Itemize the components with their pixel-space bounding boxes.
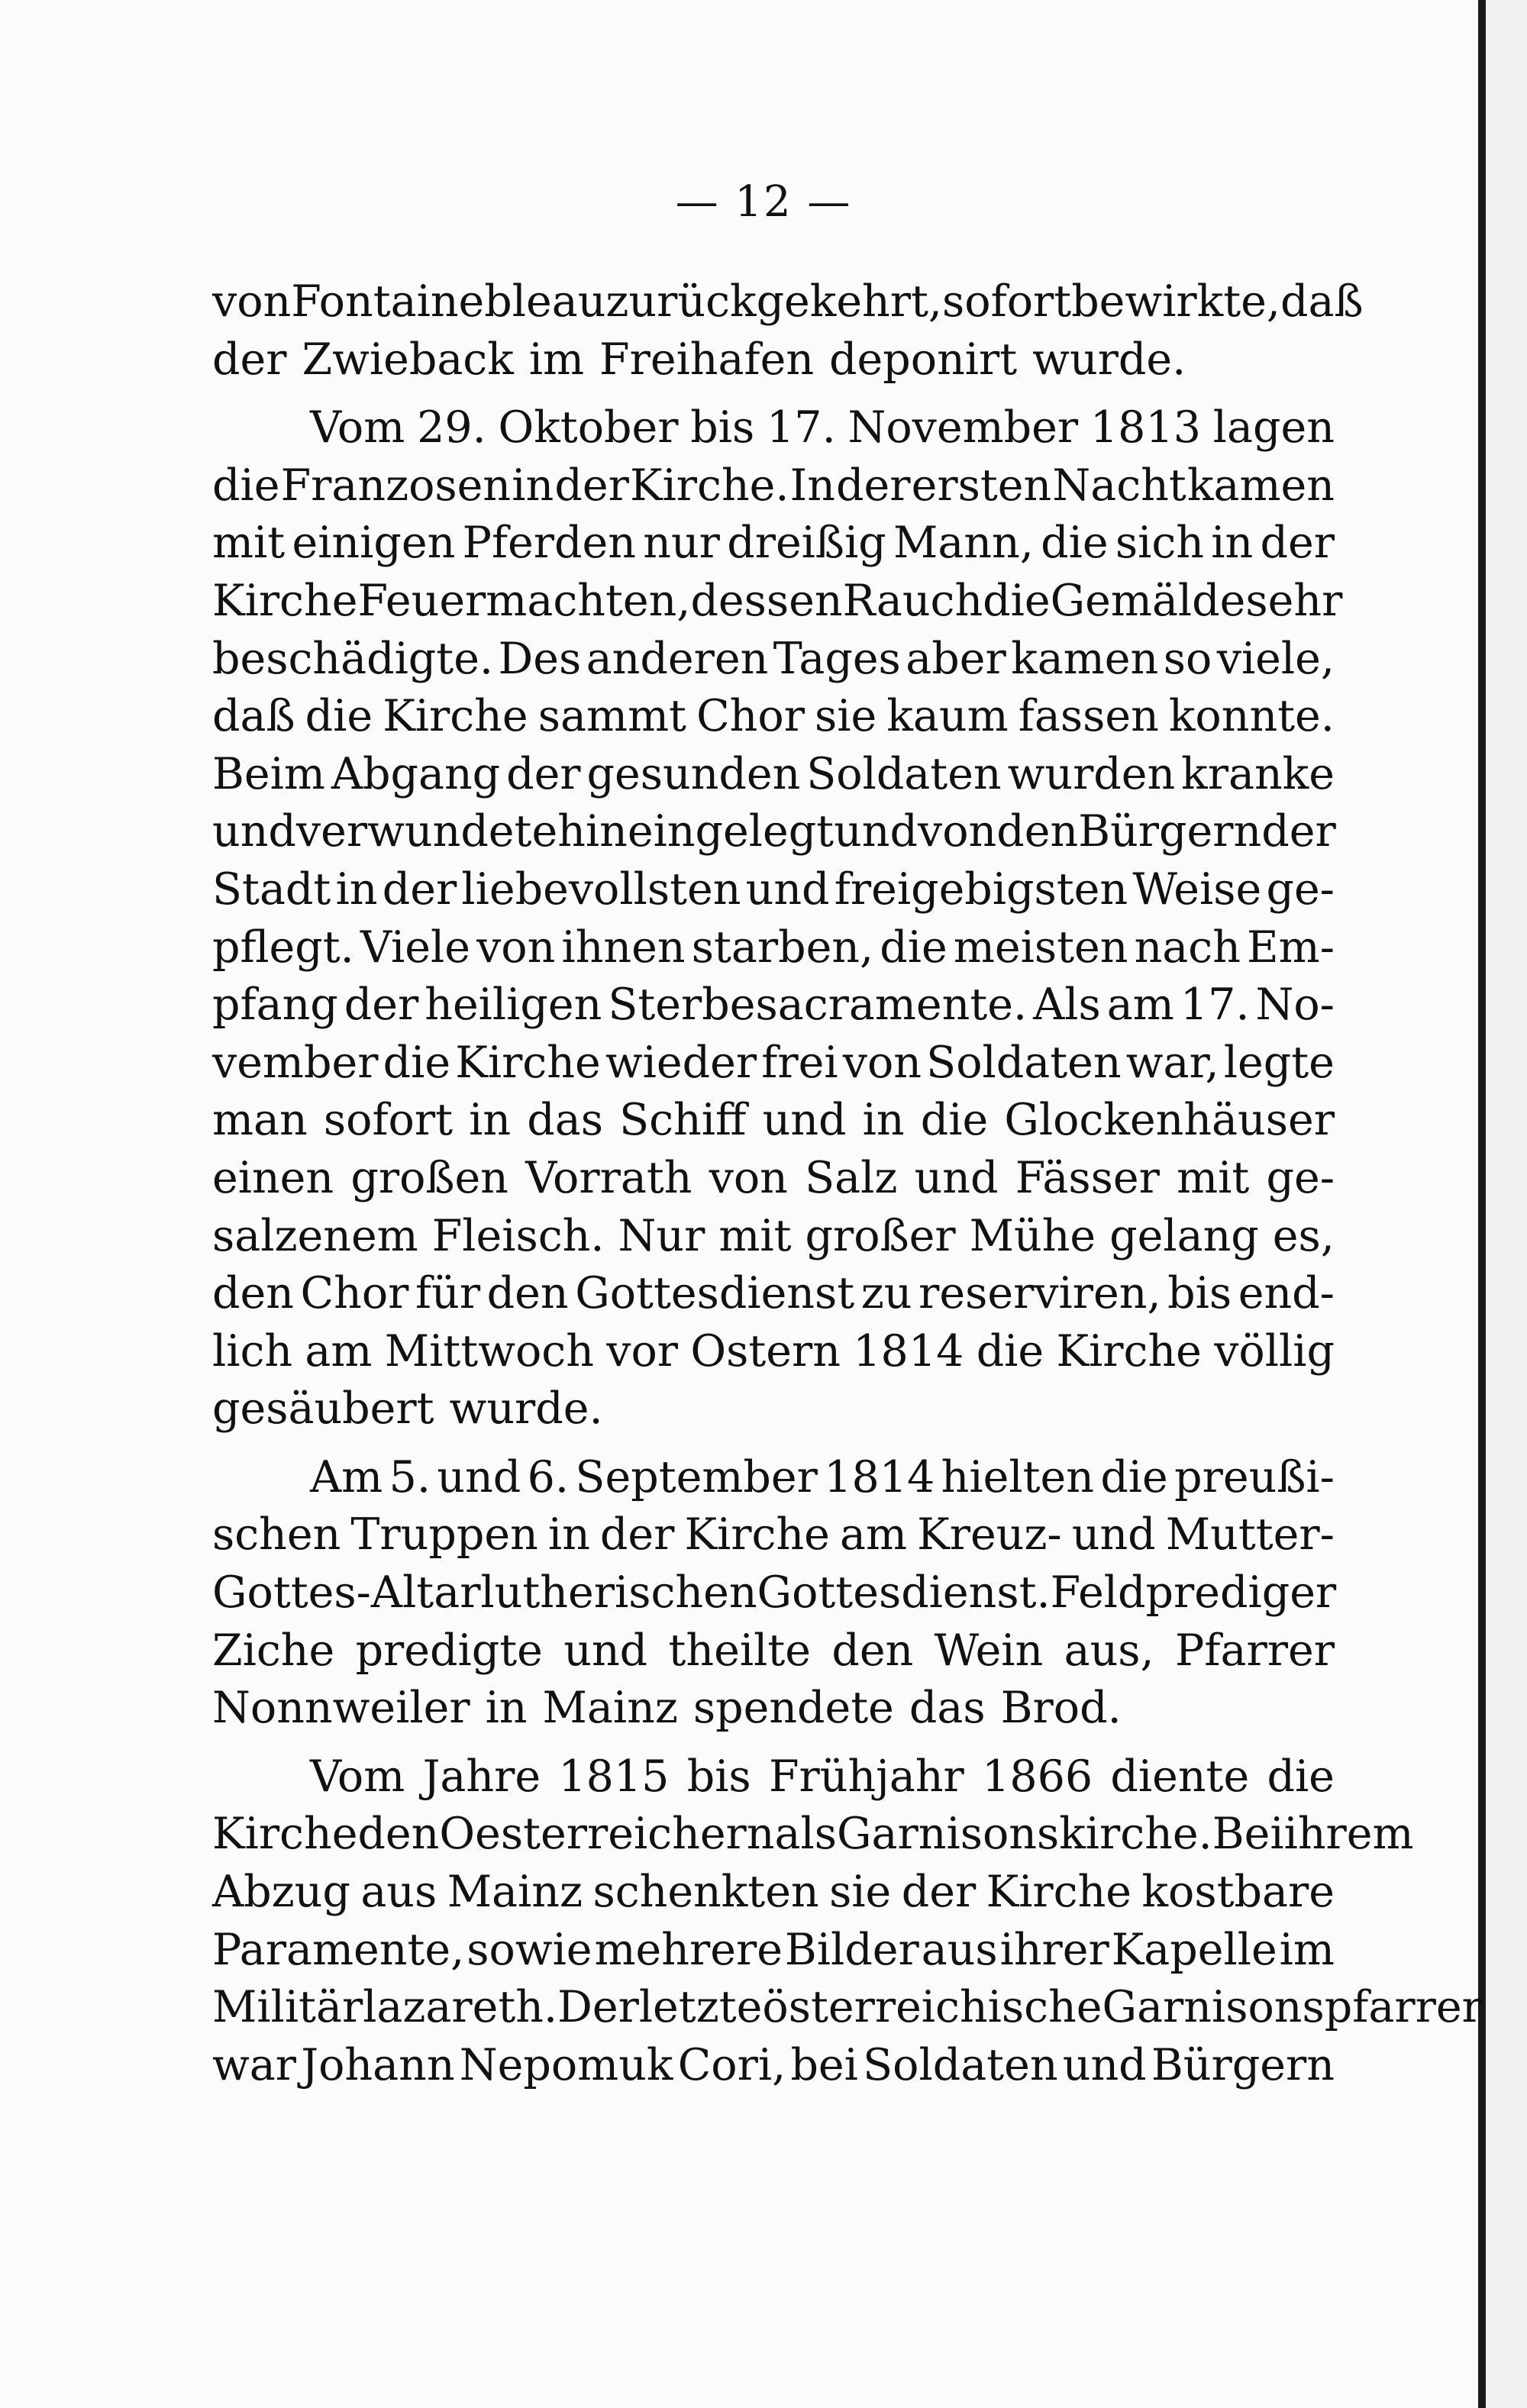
word: In: [789, 460, 835, 511]
word: in: [1211, 518, 1254, 569]
word: Bei: [1212, 1809, 1284, 1860]
word: mit: [1177, 1152, 1250, 1203]
word: legte: [1223, 1037, 1335, 1088]
word: meisten: [953, 922, 1128, 973]
word: fassen: [1018, 691, 1159, 742]
word: Vorrath: [525, 1152, 692, 1203]
word: ihrem: [1283, 1809, 1414, 1860]
word: Salz: [805, 1152, 898, 1203]
word: so: [1163, 633, 1212, 684]
word: Paramente,: [212, 1924, 465, 1975]
word: Mutter-: [1165, 1509, 1335, 1561]
word: sowie: [466, 1924, 592, 1975]
word: der: [901, 1867, 977, 1918]
word: von: [918, 806, 997, 857]
word: zurückgekehrt,: [605, 276, 943, 327]
word: die: [983, 575, 1051, 626]
word: salzenem: [212, 1210, 418, 1261]
word: Nur: [618, 1210, 705, 1261]
word: Glockenhäuser: [1004, 1095, 1335, 1146]
word: der: [382, 863, 457, 915]
word: Mühe: [969, 1210, 1096, 1261]
word: sie: [829, 1867, 892, 1918]
word: es,: [1272, 1210, 1335, 1261]
word: das: [527, 1095, 603, 1146]
word: Weise: [1132, 863, 1262, 915]
word: Mittwoch: [384, 1325, 594, 1377]
word: vor: [606, 1325, 679, 1377]
text-line: [212, 1092, 1335, 1150]
word: schenkten: [592, 1867, 819, 1918]
word: von: [476, 922, 556, 973]
word: Soldaten: [806, 748, 1002, 799]
word: der: [554, 460, 629, 511]
word: Fleisch.: [431, 1210, 605, 1261]
word: Kirche: [684, 1509, 830, 1561]
word: diente: [1110, 1751, 1250, 1802]
word: war: [212, 2039, 297, 2090]
word: die: [920, 1095, 989, 1146]
text-line: [212, 1564, 1335, 1622]
word: Vom: [310, 402, 405, 454]
word: der: [344, 980, 419, 1031]
word: die: [1267, 1751, 1335, 1802]
word: ersten: [911, 460, 1052, 511]
word: ge-: [1266, 1152, 1335, 1203]
word: Brod.: [1000, 1683, 1122, 1734]
word: Em-: [1247, 922, 1335, 973]
word: völlig: [1214, 1325, 1335, 1377]
word: Kirche: [455, 1037, 601, 1088]
text-line: [212, 803, 1335, 861]
word: Kreuz-: [917, 1509, 1062, 1561]
word: die: [976, 1325, 1044, 1377]
text-line: [212, 457, 1335, 515]
word: und: [745, 863, 830, 915]
word: Fontainebleau: [291, 276, 606, 327]
word: Oesterreichern: [439, 1809, 775, 1860]
word: Sterbesacramente.: [608, 980, 1028, 1031]
word: Mainz: [447, 1867, 583, 1918]
word: Der: [557, 1982, 639, 2033]
word: und: [212, 806, 296, 857]
word: Fässer: [1015, 1152, 1160, 1203]
word: kamen: [1011, 633, 1159, 684]
word: ge-: [1266, 863, 1335, 915]
word: und: [1071, 1509, 1156, 1561]
word: November: [847, 402, 1079, 454]
text-line: [212, 1622, 1335, 1680]
word: deponirt: [829, 334, 1018, 385]
word: verwundete: [295, 806, 558, 857]
word: end-: [1238, 1268, 1335, 1319]
word: ihnen: [561, 922, 686, 973]
text-line: [212, 1979, 1483, 2037]
word: letzte: [638, 1982, 763, 2033]
text-line: [212, 273, 1364, 331]
text-line: [212, 861, 1335, 919]
word: anderen: [586, 633, 769, 684]
word: von: [842, 1037, 922, 1088]
word: Ziche: [212, 1625, 335, 1676]
word: reserviren,: [918, 1268, 1161, 1319]
word: den: [212, 1268, 294, 1319]
word: der: [1261, 806, 1336, 857]
word: großen: [350, 1152, 508, 1203]
word: 17.: [1180, 980, 1250, 1031]
word: Kirche: [212, 1809, 358, 1860]
word: im: [1279, 1924, 1335, 1975]
text-line: [212, 1922, 1335, 1980]
word: 17.: [767, 402, 836, 454]
text-line: [212, 515, 1335, 573]
word: Abgang: [331, 748, 501, 799]
word: aber: [906, 633, 1006, 684]
word: Kapelle: [1111, 1924, 1277, 1975]
word: als: [774, 1809, 837, 1860]
word: Soldaten: [926, 1037, 1122, 1088]
word: Cori,: [677, 2039, 786, 2090]
next-page-edge: [1486, 0, 1527, 2408]
text-line: [212, 1748, 1335, 1806]
word: am: [1106, 980, 1174, 1031]
word: konnte.: [1168, 691, 1335, 742]
word: pflegt.: [212, 922, 354, 973]
text-line: [212, 2037, 1335, 2095]
word: Gottesdienst.: [757, 1567, 1051, 1619]
text-line: [212, 976, 1335, 1035]
word: den: [996, 806, 1079, 857]
word: preußi-: [1174, 1451, 1335, 1503]
word: in: [862, 1095, 905, 1146]
word: lutherischen: [480, 1567, 757, 1619]
word: daß: [212, 691, 295, 742]
text-line: [212, 631, 1335, 689]
word: frei: [761, 1037, 838, 1088]
word: Gemälde: [1050, 575, 1246, 626]
word: hineingelegt: [557, 806, 835, 857]
word: lagen: [1212, 402, 1335, 454]
word: 1815: [558, 1751, 670, 1802]
word: No-: [1255, 980, 1335, 1031]
page-number: — 12 —: [675, 177, 852, 227]
word: sofort: [942, 276, 1072, 327]
word: einigen: [292, 518, 456, 569]
word: und: [563, 1625, 648, 1676]
word: aus,: [1064, 1625, 1154, 1676]
word: Beim: [212, 748, 325, 799]
word: und: [914, 1152, 999, 1203]
word: 1814: [824, 1451, 935, 1503]
word: man: [212, 1095, 308, 1146]
word: 1866: [982, 1751, 1093, 1802]
word: kaum: [886, 691, 1009, 742]
word: freigebigsten: [834, 863, 1128, 915]
word: Gottesdienst: [575, 1268, 855, 1319]
text-line: [212, 1449, 1335, 1507]
word: Kirche: [383, 691, 528, 742]
text-line: [212, 746, 1335, 804]
word: Stadt: [212, 863, 331, 915]
word: Rauch: [842, 575, 983, 626]
word: Johann: [301, 2039, 455, 2090]
word: Nepomuk: [459, 2039, 673, 2090]
word: ihrer: [999, 1924, 1109, 1975]
word: sie: [815, 691, 877, 742]
word: Mann,: [893, 518, 1034, 569]
word: den: [831, 1625, 914, 1676]
word: wurde.: [1032, 334, 1186, 385]
word: Oktober: [498, 402, 679, 454]
word: 1814: [853, 1325, 964, 1377]
word: Truppen: [350, 1509, 538, 1561]
word: die: [880, 922, 948, 973]
word: September: [575, 1451, 818, 1503]
word: Ostern: [690, 1325, 841, 1377]
word: beschädigte.: [212, 633, 494, 684]
word: sehr: [1245, 575, 1343, 626]
word: Feldprediger: [1050, 1567, 1337, 1619]
word: 29.: [417, 402, 486, 454]
word: bis: [1167, 1268, 1232, 1319]
word: Zwieback: [302, 334, 514, 385]
word: der: [212, 334, 287, 385]
word: Pfarrer: [1175, 1625, 1335, 1676]
text-line: [212, 1806, 1414, 1864]
word: machten,: [486, 575, 691, 626]
word: Chor: [300, 1268, 409, 1319]
text-line: [212, 1265, 1335, 1323]
word: Nacht: [1052, 460, 1186, 511]
word: in: [469, 1095, 512, 1146]
word: die: [305, 691, 373, 742]
word: und: [437, 1451, 521, 1503]
word: 6.: [527, 1451, 570, 1503]
word: Pferden: [462, 518, 636, 569]
word: Garnisonspfarrer: [1102, 1982, 1483, 2033]
word: das: [909, 1683, 986, 1734]
word: und: [1062, 2039, 1147, 2090]
word: heiligen: [425, 980, 602, 1031]
word: am: [305, 1325, 373, 1377]
word: Jahre: [422, 1751, 541, 1802]
word: bis: [686, 1751, 751, 1802]
word: sofort: [323, 1095, 454, 1146]
word: nur: [643, 518, 720, 569]
word: predigte: [355, 1625, 543, 1676]
word: vember: [212, 1037, 379, 1088]
word: in: [512, 460, 554, 511]
word: gelang: [1109, 1210, 1259, 1261]
word: sich: [1115, 518, 1205, 569]
word: die: [212, 460, 280, 511]
text-line: [212, 1208, 1335, 1266]
word: Bilder: [784, 1924, 919, 1975]
word: gesäubert: [212, 1383, 434, 1435]
word: die: [1041, 518, 1109, 569]
word: Soldaten: [863, 2039, 1058, 2090]
word: war,: [1125, 1037, 1219, 1088]
word: aus: [921, 1924, 998, 1975]
word: mit: [718, 1210, 792, 1261]
word: nach: [1134, 922, 1241, 973]
word: den: [486, 1268, 569, 1319]
word: bewirkte,: [1071, 276, 1280, 327]
word: Abzug: [212, 1867, 350, 1918]
word: in: [485, 1683, 528, 1734]
word: 1813: [1090, 402, 1201, 454]
word: gesunden: [586, 748, 801, 799]
word: Militärlazareth.: [212, 1982, 558, 2033]
word: der: [506, 748, 581, 799]
text-line: [212, 1380, 1335, 1438]
word: in: [547, 1509, 590, 1561]
word: Kirche: [986, 1867, 1132, 1918]
word: zu: [860, 1268, 912, 1319]
word: sammt: [538, 691, 686, 742]
word: Chor: [696, 691, 805, 742]
word: wurde.: [449, 1383, 603, 1435]
word: österreichische: [762, 1982, 1102, 2033]
word: lich: [212, 1325, 293, 1377]
word: die: [383, 1037, 451, 1088]
word: und: [834, 806, 918, 857]
word: Schiff: [619, 1095, 747, 1146]
word: der: [836, 460, 911, 511]
word: pfang: [212, 980, 338, 1031]
word: Des: [498, 633, 582, 684]
word: und: [762, 1095, 847, 1146]
word: daß: [1280, 276, 1364, 327]
word: Kirche: [212, 575, 358, 626]
word: mehrere: [594, 1924, 783, 1975]
text-line: [212, 1323, 1335, 1381]
word: Viele: [360, 922, 470, 973]
word: schen: [212, 1509, 341, 1561]
word: theilte: [668, 1625, 811, 1676]
text-line: [212, 1506, 1335, 1564]
word: dessen: [690, 575, 843, 626]
word: am: [839, 1509, 908, 1561]
word: bei: [790, 2039, 858, 2090]
word: spendete: [692, 1683, 894, 1734]
word: Kirche: [1056, 1325, 1202, 1377]
word: Gottes-Altar: [212, 1567, 481, 1619]
word: Bürgern: [1078, 806, 1262, 857]
word: einen: [212, 1152, 334, 1203]
text-line: [212, 1864, 1335, 1922]
word: starben,: [691, 922, 874, 973]
word: kostbare: [1141, 1867, 1335, 1918]
word: liebevollsten: [461, 863, 741, 915]
word: Freihafen: [599, 334, 815, 385]
text-line: [212, 1150, 1335, 1208]
word: Nonnweiler: [212, 1683, 470, 1734]
word: 5.: [389, 1451, 431, 1503]
word: der: [599, 1509, 675, 1561]
word: Garnisonskirche.: [836, 1809, 1212, 1860]
word: Mainz: [542, 1683, 678, 1734]
word: die: [1100, 1451, 1168, 1503]
word: viele,: [1216, 633, 1335, 684]
word: von: [212, 276, 292, 327]
text-line: [212, 399, 1335, 457]
word: im: [528, 334, 585, 385]
word: Als: [1033, 980, 1101, 1031]
body-text: [212, 273, 1483, 2094]
word: der: [1260, 518, 1335, 569]
word: wieder: [605, 1037, 757, 1088]
text-line: [212, 331, 1335, 389]
text-line: [212, 919, 1335, 977]
text-line: [212, 573, 1343, 631]
word: Kirche.: [629, 460, 789, 511]
word: Frühjahr: [768, 1751, 964, 1802]
word: großer: [805, 1210, 956, 1261]
word: Vom: [310, 1751, 405, 1802]
word: mit: [212, 518, 286, 569]
word: Wein: [934, 1625, 1044, 1676]
word: wurden: [1007, 748, 1176, 799]
word: kamen: [1186, 460, 1335, 511]
word: für: [415, 1268, 481, 1319]
word: aus: [360, 1867, 437, 1918]
word: den: [357, 1809, 440, 1860]
word: Bürgern: [1151, 2039, 1335, 2090]
text-line: [212, 1035, 1335, 1093]
word: Franzosen: [280, 460, 512, 511]
word: hielten: [941, 1451, 1094, 1503]
word: Tages: [773, 633, 901, 684]
text-line: [212, 688, 1335, 746]
word: kranke: [1181, 748, 1335, 799]
word: Feuer: [357, 575, 486, 626]
word: Am: [310, 1451, 383, 1503]
word: von: [709, 1152, 788, 1203]
text-line: [212, 1680, 1335, 1738]
word: in: [335, 863, 378, 915]
word: bis: [690, 402, 755, 454]
word: dreißig: [727, 518, 886, 569]
